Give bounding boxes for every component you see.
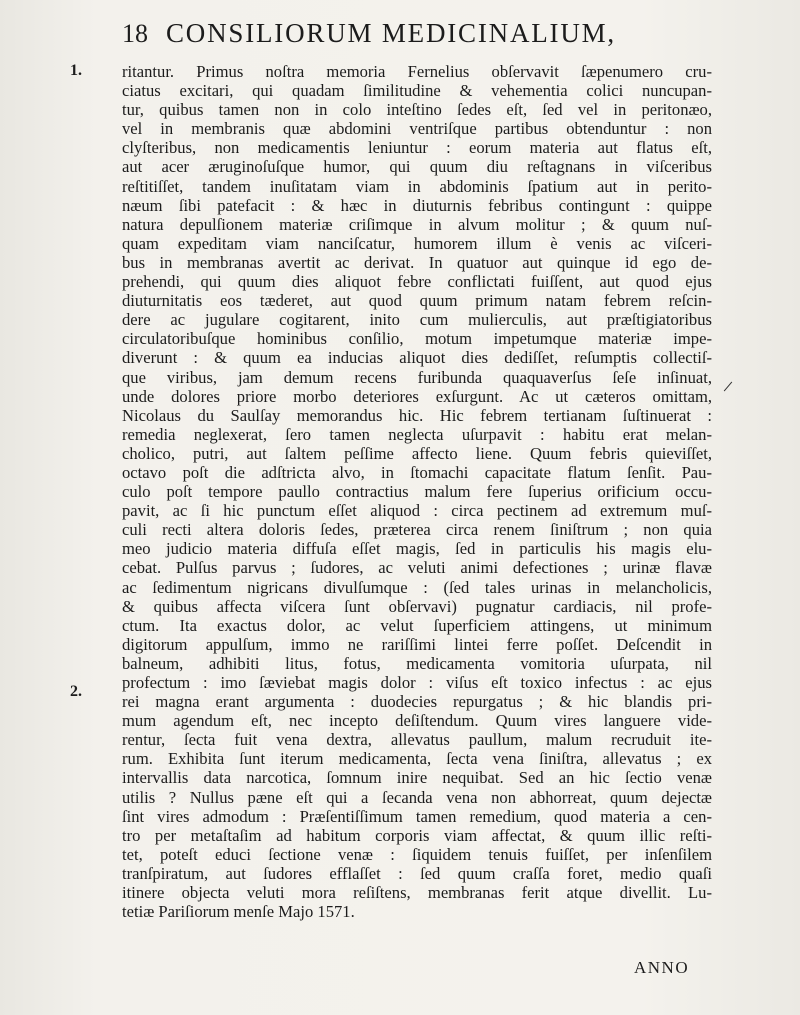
text-line: cebat. Pulſus parvus ; ſudores, ac veluti animi defectiones ; urinæ flavæ xyxy=(122,558,712,578)
text-line: ritantur. Primus noſtra memoria Fernelius obſervavit ſæpenumero cru- xyxy=(122,62,712,81)
text-line: tro per metaſtaſim ad habitum corporis viam affectat, & quum illic reſti- xyxy=(122,825,712,845)
running-title: CONSILIORUM MEDICINALIUM, xyxy=(166,18,616,48)
text-line: diuturnitatis eos tæderet, aut quod quum primum natam febrem reſcin- xyxy=(122,291,712,311)
text-line: & quibus affecta viſcera ſunt obſervavi) pugnatur cardiacis, nil profe- xyxy=(122,596,712,616)
text-line: balneum, adhibiti litus, fotus, medicamenta vomitoria uſurpata, nil xyxy=(122,653,712,673)
text-line: ctum. Ita exactus dolor, ac velut ſuperficiem attingens, ut minimum xyxy=(122,615,712,635)
body-text xyxy=(122,62,712,921)
margin-tick-mark xyxy=(724,382,732,392)
text-line: unde dolores priore morbo deteriores exſurgunt. Ac ut cæteros omittam, xyxy=(122,386,712,406)
text-line: bus in membranas avertit ac derivat. In quatuor aut quinque id ego de- xyxy=(122,252,712,272)
text-line: itinere objecta veluti mora reſiſtens, membranas ferit atque divellit. Lu- xyxy=(122,883,712,903)
text-line: intervallis data narcotica, ſomnum inire nequibat. Sed an hic ſectio venæ xyxy=(122,768,712,788)
text-line: utilis ? Nullus pæne eſt qui a ſecanda vena non abhorreat, quum dejectæ xyxy=(122,787,712,807)
page-header xyxy=(122,18,662,52)
text-line: clyſteribus, non medicamentis leniuntur : eorum materia aut flatus eſt, xyxy=(122,138,712,158)
margin-number-2: 2. xyxy=(70,683,82,700)
text-line: culo poſt tempore paullo contractius malum fere ſuperius orificium occu- xyxy=(122,482,712,502)
margin-number-1: 1. xyxy=(70,62,82,79)
text-line: octavo poſt die adſtricta alvo, in ſtomachi capacitate flatum ſenſit. Pau- xyxy=(122,462,712,482)
text-line: natura depulſionem materiæ criſimque in alvum molitur ; & quum nuſ- xyxy=(122,214,712,234)
text-line: que viribus, jam demum recens furibunda quaquaverſus ſeſe inſinuat, xyxy=(122,367,712,387)
text-line: Nicolaus du Saulſay memorandus hic. Hic febrem tertianam ſuſtinuerat : xyxy=(122,405,712,425)
text-line: næum ſibi patefacit : & hæc in diuturnis febribus contingunt : quippe xyxy=(122,195,712,215)
text-line: profectum : imo ſæviebat magis dolor : viſus eſt toxico infectus : ac ejus xyxy=(122,673,712,692)
text-line: tet, poteſt educi ſectione venæ : ſiquidem tenuis fuiſſet, per inſenſilem xyxy=(122,844,712,864)
text-line: circulatoribuſque hominibus conſilio, motum impetumque materiæ impe- xyxy=(122,329,712,349)
text-line: remedia neglexerat, ſero tamen neglecta uſurpavit : habitu erat melan- xyxy=(122,424,712,444)
page-number: 18 xyxy=(122,19,148,48)
text-line: diverunt : & quum ea inducias aliquot dies dediſſet, reſumptis collectiſ- xyxy=(122,348,712,368)
text-line: ac ſedimentum nigricans divulſumque : (ſed tales urinas in melancholicis, xyxy=(122,577,712,597)
text-line: vel in membranis quæ abdomini ventriſque partibus obtenduntur : non xyxy=(122,119,712,139)
text-line: quam expeditam viam nanciſcatur, humorem illum è venis ac viſceri- xyxy=(122,233,712,253)
show-through-text xyxy=(330,925,700,943)
text-line: dere ac jugulare cogitarent, inito cum mulierculis, aut præſtigiatoribus xyxy=(122,310,712,330)
text-line: rei magna erant argumenta : duodecies repurgatus ; & hic blandis pri- xyxy=(122,692,712,712)
text-line: rentur, ſecta fuit vena dextra, allevatus paullum, malum recruduit ite- xyxy=(122,730,712,750)
text-line: digitorum appulſum, immo ne rariſſimi lintei ferre poſſet. Deſcendit in xyxy=(122,634,712,654)
text-line: reſtitiſſet, tandem inuſitatam viam in abdominis ſpatium aut in perito- xyxy=(122,176,712,196)
text-line: cholico, putri, aut ſaltem peſſime affecto liene. Quum febris quieviſſet, xyxy=(122,443,712,463)
text-line: aut acer æruginoſuſque humor, qui quum diu reſtagnans in viſceribus xyxy=(122,157,712,177)
text-line: meo judicio materia diffuſa eſſet magis, ſed in particulis his magis elu- xyxy=(122,539,712,559)
text-line: culi recti altera doloris ſedes, præterea circa renem ſiniſtrum ; non quia xyxy=(122,520,712,540)
text-line: tranſpiratum, aut ſudores efflaſſet : ſed quum craſſa foret, medio quaſi xyxy=(122,863,712,883)
text-line: pavit, ac ſi hic punctum eſſet aliquod : circa pectinem ad extremum muſ- xyxy=(122,501,712,521)
text-line: rum. Exhibita ſunt iterum medicamenta, ſecta vena ſiniſtra, allevatus ; ex xyxy=(122,749,712,769)
text-line-last: tetiæ Pariſiorum menſe Majo 1571. xyxy=(122,902,355,922)
catchword: ANNO xyxy=(634,958,690,977)
text-line: tur, quibus tamen non in colo inteſtino ſedes eſt, ſed vel in peritonæo, xyxy=(122,100,712,120)
text-line: ciatus excitari, qui quadam ſimilitudine & vehementia colici nuncupan- xyxy=(122,81,712,101)
text-line: prehendi, qui quum dies aliquot febre conflictati fuiſſent, aut quod ejus xyxy=(122,272,712,292)
text-line: mum agendum eſt, nec incepto deſiſtendum. Quum vires languere vide- xyxy=(122,711,712,731)
text-line: ſint vires admodum : Præſentiſſimum tamen remedium, quod materia a cen- xyxy=(122,806,712,826)
